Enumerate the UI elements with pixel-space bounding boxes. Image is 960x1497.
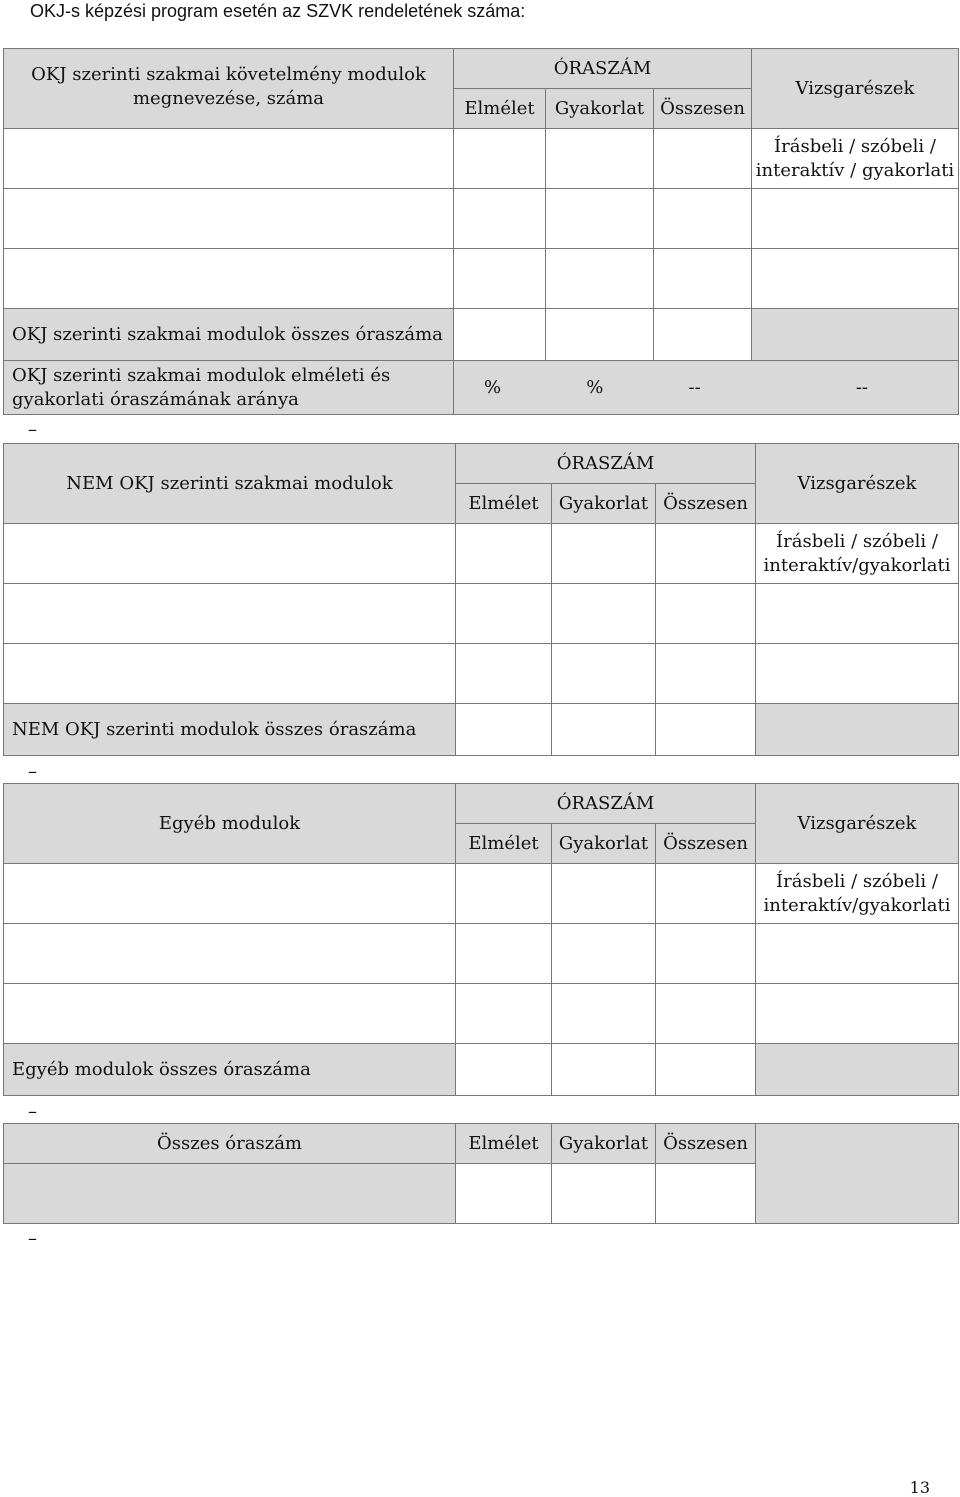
okj-vizsgareszek-header: Vizsgarészek (752, 49, 959, 129)
other-vizsgareszek-header: Vizsgarészek (756, 784, 959, 864)
okj-ratio-label: OKJ szerinti szakmai modulok elméleti és gyakorlati óraszámának aránya (4, 361, 454, 415)
other-vizsga-sub: Írásbeli / szóbeli / interaktív/gyakorlati (756, 864, 959, 924)
non-okj-row1-osszesen[interactable] (656, 524, 756, 584)
okj-row2-gyakorlat[interactable] (546, 189, 654, 249)
separator-dash-4: – (28, 1228, 37, 1249)
non-okj-osszesen-header: Összesen (656, 484, 756, 524)
total-gyakorlat-value[interactable] (552, 1164, 656, 1224)
other-row1-osszesen[interactable] (656, 864, 756, 924)
okj-row3-gyakorlat[interactable] (546, 249, 654, 309)
non-okj-row3-gyakorlat[interactable] (552, 644, 656, 704)
okj-row3-vizsga[interactable] (752, 249, 959, 309)
okj-row2-elmelet[interactable] (454, 189, 546, 249)
other-total-gyakorlat[interactable] (552, 1044, 656, 1096)
non-okj-total-elmelet[interactable] (456, 704, 552, 756)
non-okj-oraszam-header: ÓRASZÁM (456, 444, 756, 484)
other-total-vizsga (756, 1044, 959, 1096)
other-row3-gyakorlat[interactable] (552, 984, 656, 1044)
non-okj-row3-osszesen[interactable] (656, 644, 756, 704)
ratio-elmelet-percent: % (484, 376, 502, 398)
non-okj-vizsga-sub: Írásbeli / szóbeli / interaktív/gyakorlati (756, 524, 959, 584)
okj-total-label: OKJ szerinti szakmai modulok összes óraszáma (4, 309, 454, 361)
total-hours-blank (4, 1164, 456, 1224)
other-osszesen-header: Összesen (656, 824, 756, 864)
non-okj-row2-osszesen[interactable] (656, 584, 756, 644)
other-row3-osszesen[interactable] (656, 984, 756, 1044)
okj-total-vizsga (752, 309, 959, 361)
non-okj-modules-table (3, 443, 959, 756)
non-okj-vizsgareszek-header: Vizsgarészek (756, 444, 959, 524)
other-row1-name[interactable] (4, 864, 456, 924)
separator-dash-2: – (28, 761, 37, 782)
okj-total-osszesen[interactable] (654, 309, 752, 361)
non-okj-row1-gyakorlat[interactable] (552, 524, 656, 584)
other-row1-gyakorlat[interactable] (552, 864, 656, 924)
other-elmelet-header: Elmélet (456, 824, 552, 864)
okj-oraszam-header: ÓRASZÁM (454, 49, 752, 89)
non-okj-row2-elmelet[interactable] (456, 584, 552, 644)
total-blank-cell (756, 1124, 959, 1224)
other-row2-gyakorlat[interactable] (552, 924, 656, 984)
other-row2-elmelet[interactable] (456, 924, 552, 984)
other-row2-name[interactable] (4, 924, 456, 984)
non-okj-row1-elmelet[interactable] (456, 524, 552, 584)
non-okj-total-gyakorlat[interactable] (552, 704, 656, 756)
non-okj-row1-name[interactable] (4, 524, 456, 584)
total-elmelet-value[interactable] (456, 1164, 552, 1224)
non-okj-total-osszesen[interactable] (656, 704, 756, 756)
ratio-osszesen-dash: -- (688, 376, 701, 398)
okj-row3-osszesen[interactable] (654, 249, 752, 309)
non-okj-total-label: NEM OKJ szerinti modulok összes óraszáma (4, 704, 456, 756)
other-modules-table (3, 783, 959, 1096)
separator-dash-1: – (28, 419, 37, 440)
non-okj-row3-name[interactable] (4, 644, 456, 704)
other-row1-elmelet[interactable] (456, 864, 552, 924)
other-total-elmelet[interactable] (456, 1044, 552, 1096)
other-row3-vizsga[interactable] (756, 984, 959, 1044)
okj-osszesen-header: Összesen (654, 89, 752, 129)
other-oraszam-header: ÓRASZÁM (456, 784, 756, 824)
okj-gyakorlat-header: Gyakorlat (546, 89, 654, 129)
ratio-vizsga-dash: -- (855, 376, 868, 398)
okj-module-name-header-text: OKJ szerinti szakmai követelmény modulok megnevezése, száma (31, 64, 426, 109)
non-okj-row2-name[interactable] (4, 584, 456, 644)
non-okj-gyakorlat-header: Gyakorlat (552, 484, 656, 524)
non-okj-row2-vizsga[interactable] (756, 584, 959, 644)
ratio-gyakorlat-percent: % (586, 376, 604, 398)
other-row2-vizsga[interactable] (756, 924, 959, 984)
other-row3-elmelet[interactable] (456, 984, 552, 1044)
non-okj-module-name-header: NEM OKJ szerinti szakmai modulok (4, 444, 456, 524)
total-osszesen-header: Összesen (656, 1124, 756, 1164)
non-okj-total-vizsga (756, 704, 959, 756)
other-row3-name[interactable] (4, 984, 456, 1044)
okj-row2-osszesen[interactable] (654, 189, 752, 249)
total-hours-table (3, 1123, 959, 1224)
other-gyakorlat-header: Gyakorlat (552, 824, 656, 864)
okj-module-name-header (4, 49, 454, 129)
non-okj-row2-gyakorlat[interactable] (552, 584, 656, 644)
non-okj-row3-vizsga[interactable] (756, 644, 959, 704)
okj-elmelet-header: Elmélet (454, 89, 546, 129)
okj-row1-osszesen[interactable] (654, 129, 752, 189)
total-gyakorlat-header: Gyakorlat (552, 1124, 656, 1164)
total-hours-label: Összes óraszám (4, 1124, 456, 1164)
non-okj-elmelet-header: Elmélet (456, 484, 552, 524)
non-okj-row3-elmelet[interactable] (456, 644, 552, 704)
okj-row1-gyakorlat[interactable] (546, 129, 654, 189)
okj-row2-vizsga[interactable] (752, 189, 959, 249)
okj-modules-table (3, 48, 959, 415)
program-decree-label: OKJ-s képzési program esetén az SZVK rendeletének száma: (30, 1, 526, 21)
okj-total-gyakorlat[interactable] (546, 309, 654, 361)
total-elmelet-header: Elmélet (456, 1124, 552, 1164)
okj-ratio-values (454, 361, 959, 415)
okj-row2-name[interactable] (4, 189, 454, 249)
okj-vizsga-sub: Írásbeli / szóbeli / interaktív / gyakorlati (752, 129, 959, 189)
okj-row1-name[interactable] (4, 129, 454, 189)
total-osszesen-value[interactable] (656, 1164, 756, 1224)
other-total-label: Egyéb modulok összes óraszáma (4, 1044, 456, 1096)
page-number: 13 (909, 1478, 930, 1497)
separator-dash-3: – (28, 1101, 37, 1122)
okj-row3-elmelet[interactable] (454, 249, 546, 309)
okj-row3-name[interactable] (4, 249, 454, 309)
other-row2-osszesen[interactable] (656, 924, 756, 984)
okj-row1-elmelet[interactable] (454, 129, 546, 189)
other-module-name-header: Egyéb modulok (4, 784, 456, 864)
other-total-osszesen[interactable] (656, 1044, 756, 1096)
okj-total-elmelet[interactable] (454, 309, 546, 361)
